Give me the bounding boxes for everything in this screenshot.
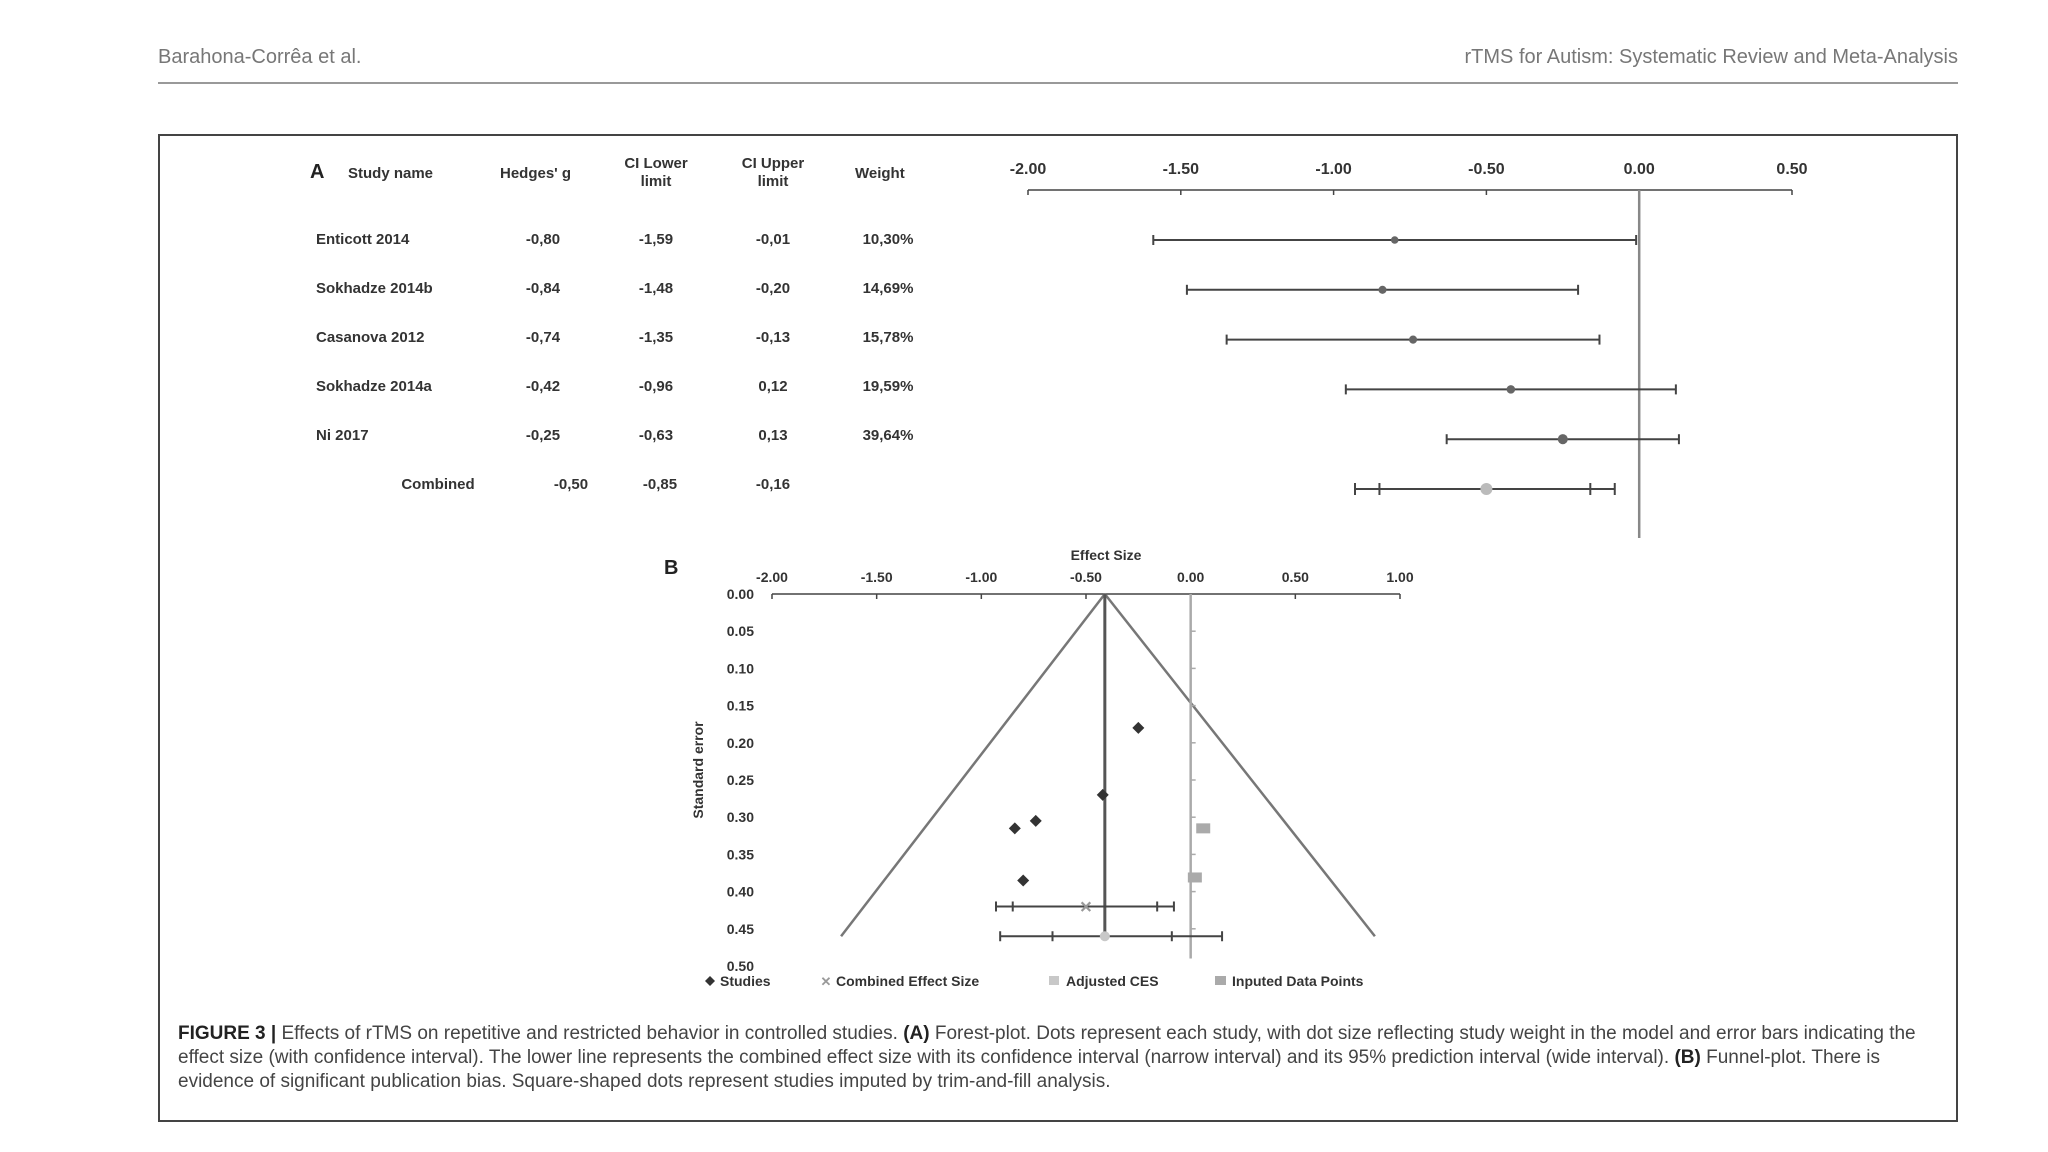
funnel-left-edge <box>841 594 1105 936</box>
forest-x-tick-label: -1.50 <box>1162 161 1200 178</box>
study-name: Enticott 2014 <box>316 231 410 248</box>
funnel-study-point <box>1097 789 1109 801</box>
ci-lower-value: -1,48 <box>638 280 674 297</box>
forest-x-tick-label: -0.50 <box>1468 161 1505 178</box>
study-name: Ni 2017 <box>316 427 369 444</box>
col-header-ci-lower: limit <box>640 173 672 190</box>
funnel-y-axis-label: Standard error <box>690 721 706 819</box>
funnel-y-tick-label: 0.05 <box>726 623 754 640</box>
legend-studies-marker <box>705 976 715 986</box>
col-header-ci-upper: CI Upper <box>741 155 805 172</box>
ci-lower-value: -0,96 <box>638 378 674 395</box>
funnel-study-point <box>1009 822 1021 834</box>
legend-imputed-label: Inputed Data Points <box>1232 973 1364 989</box>
hedges-g-value: -0,84 <box>525 280 561 297</box>
funnel-right-edge <box>1105 594 1375 936</box>
legend-adjusted-label: Adjusted CES <box>1066 973 1159 989</box>
forest-x-tick-label: 0.50 <box>1776 161 1808 178</box>
col-header-ci-upper: limit <box>757 173 789 190</box>
legend-imputed-marker <box>1215 976 1226 985</box>
legend-studies-label: Studies <box>720 973 771 989</box>
panel-a-label: A <box>310 161 325 183</box>
ci-lower-value: -0,63 <box>638 427 674 444</box>
funnel-imputed-point <box>1188 872 1202 882</box>
study-name: Sokhadze 2014b <box>316 280 433 297</box>
hedges-g-value: -0,74 <box>525 329 561 346</box>
combined-g-value: -0,50 <box>553 476 589 493</box>
funnel-y-tick-label: 0.35 <box>726 846 754 863</box>
forest-x-tick-label: -1.00 <box>1315 161 1352 178</box>
funnel-study-point <box>1030 815 1042 827</box>
funnel-y-tick-label: 0.25 <box>726 772 754 788</box>
weight-value: 19,59% <box>862 378 914 395</box>
forest-study-point <box>1409 336 1417 344</box>
ci-upper-value: -0,20 <box>755 280 791 297</box>
adjusted-ces-point <box>1100 931 1110 941</box>
figure-caption <box>178 1022 1948 1094</box>
funnel-y-tick-label: 0.20 <box>726 734 754 751</box>
funnel-study-point <box>1132 722 1144 734</box>
weight-value: 10,30% <box>862 231 914 248</box>
funnel-x-tick-label: -2.00 <box>756 569 788 585</box>
hedges-g-value: -0,25 <box>525 427 561 444</box>
combined-ci-upper-value: -0,16 <box>755 476 791 493</box>
ci-upper-value: -0,01 <box>755 231 791 248</box>
col-header-ci-lower: CI Lower <box>624 155 688 172</box>
legend-combined-label: Combined Effect Size <box>836 973 980 989</box>
funnel-y-tick-label: 0.00 <box>726 586 754 602</box>
caption-text-3: Funnel-plot. There is evidence of significant publication bias. Square-shaped dots represent studies imputed by trim-and-fill analysis. <box>178 1047 1881 1092</box>
weight-value: 15,78% <box>862 329 914 346</box>
funnel-x-tick-label: 0.50 <box>1281 569 1309 585</box>
caption-text-1: Effects of rTMS on repetitive and restricted behavior in controlled studies. <box>276 1023 904 1044</box>
funnel-imputed-point <box>1196 823 1210 833</box>
col-header-study: Study name <box>348 165 434 182</box>
forest-study-point <box>1391 236 1399 244</box>
funnel-x-tick-label: -1.50 <box>860 569 893 585</box>
ci-upper-value: 0,13 <box>758 427 788 444</box>
funnel-x-tick-label: 1.00 <box>1386 569 1414 585</box>
study-name: Sokhadze 2014a <box>316 378 432 395</box>
funnel-axis-title: Effect Size <box>1070 547 1142 563</box>
funnel-y-tick-label: 0.40 <box>726 883 754 900</box>
caption-b-label: (B) <box>1674 1047 1701 1068</box>
forest-x-tick-label: 0.00 <box>1623 161 1655 178</box>
forest-study-point <box>1378 286 1386 294</box>
ci-upper-value: 0,12 <box>758 378 788 395</box>
funnel-x-tick-label: -0.50 <box>1070 569 1102 585</box>
forest-x-tick-label: -2.00 <box>1009 161 1047 178</box>
caption-a-label: (A) <box>903 1023 930 1044</box>
ci-lower-value: -1,59 <box>638 231 674 248</box>
weight-value: 39,64% <box>862 427 914 444</box>
combined-ci-lower-value: -0,85 <box>642 476 678 493</box>
panel-b-label: B <box>664 557 679 579</box>
funnel-y-tick-label: 0.50 <box>726 958 754 974</box>
weight-value: 14,69% <box>862 280 914 297</box>
combined-label: Combined <box>401 476 475 493</box>
hedges-g-value: -0,80 <box>525 231 561 248</box>
study-name: Casanova 2012 <box>316 329 425 346</box>
running-header-authors: Barahona-Corrêa et al. <box>158 46 362 68</box>
funnel-y-tick-label: 0.30 <box>726 809 754 826</box>
combined-effect-point <box>1480 483 1492 495</box>
running-header-title: rTMS for Autism: Systematic Review and Meta-Analysis <box>1464 46 1958 68</box>
funnel-x-tick-label: 0.00 <box>1177 569 1205 585</box>
ci-lower-value: -1,35 <box>638 329 674 346</box>
col-header-weight: Weight <box>855 165 905 182</box>
legend-adjusted-marker <box>1049 976 1059 985</box>
funnel-y-tick-label: 0.45 <box>726 920 754 937</box>
funnel-x-tick-label: -1.00 <box>965 569 998 585</box>
caption-label: FIGURE 3 | <box>178 1023 277 1044</box>
caption-text-2: Forest-plot. Dots represent each study, with dot size reflecting study weight in the model and error bars indicating the effect size (with confidence interval). The lower line represents the combined effect size with its confidence interval (narrow interval) and its 95% prediction interval (wide interval). <box>178 1023 1916 1068</box>
forest-study-point <box>1507 385 1516 394</box>
funnel-y-tick-label: 0.10 <box>726 660 754 677</box>
legend-combined-marker: ✕ <box>820 974 832 989</box>
hedges-g-value: -0,42 <box>525 378 561 395</box>
forest-study-point <box>1558 434 1568 444</box>
ci-upper-value: -0,13 <box>755 329 791 346</box>
funnel-study-point <box>1017 874 1029 886</box>
combined-effect-marker: ✕ <box>1079 899 1093 917</box>
funnel-y-tick-label: 0.15 <box>726 697 754 714</box>
col-header-hedges: Hedges' g <box>500 165 572 182</box>
